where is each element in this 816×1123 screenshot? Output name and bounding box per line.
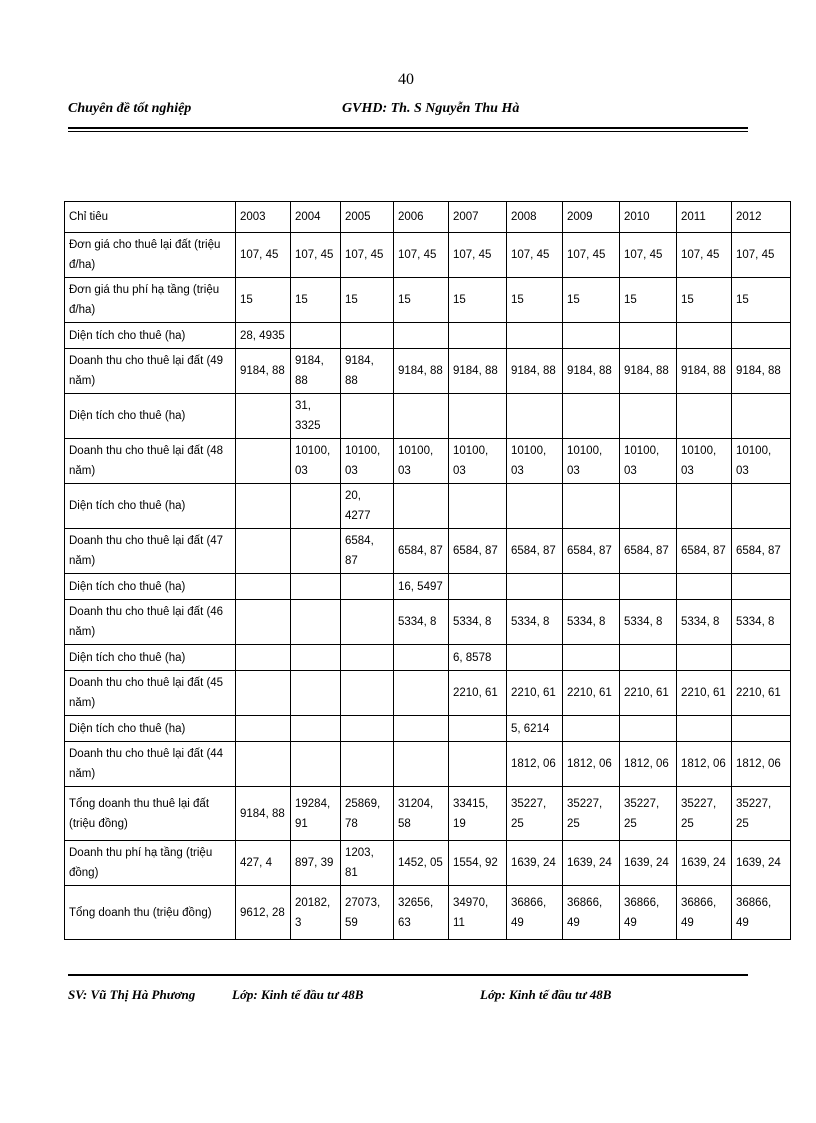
value-cell — [236, 484, 291, 529]
table-row — [65, 841, 791, 886]
value-cell: 6584, 87 — [394, 529, 449, 574]
header-supervisor: GVHD: Th. S Nguyễn Thu Hà — [342, 101, 520, 116]
row-label-cell: Diện tích cho thuê (ha) — [65, 645, 236, 671]
row-label-cell: Doanh thu phí hạ tầng (triệu đồng) — [65, 841, 236, 886]
value-cell: 9184, 88 — [620, 349, 677, 394]
table-row — [65, 645, 791, 671]
value-cell: 1812, 06 — [677, 742, 732, 787]
value-cell — [394, 394, 449, 439]
table-row — [65, 787, 791, 841]
header-cell-year: 2007 — [449, 202, 507, 233]
value-cell — [507, 323, 563, 349]
value-cell — [394, 742, 449, 787]
value-cell: 35227, 25 — [507, 787, 563, 841]
value-cell: 33415, 19 — [449, 787, 507, 841]
value-cell: 35227, 25 — [732, 787, 791, 841]
value-cell: 36866, 49 — [732, 886, 791, 940]
value-cell: 107, 45 — [732, 233, 791, 278]
row-label-cell: Doanh thu cho thuê lại đất (47 năm) — [65, 529, 236, 574]
value-cell — [394, 323, 449, 349]
value-cell: 15 — [620, 278, 677, 323]
header-cell-year: 2011 — [677, 202, 732, 233]
row-label-cell: Doanh thu cho thuê lại đất (49 năm) — [65, 349, 236, 394]
table-row — [65, 716, 791, 742]
value-cell — [732, 484, 791, 529]
table-body — [65, 233, 791, 940]
footer-class: Lớp: Kinh tế đầu tư 48B — [232, 987, 364, 1002]
table-row — [65, 671, 791, 716]
value-cell: 9184, 88 — [236, 787, 291, 841]
value-cell: 10100, 03 — [394, 439, 449, 484]
value-cell: 25869, 78 — [341, 787, 394, 841]
value-cell — [677, 323, 732, 349]
value-cell — [449, 323, 507, 349]
value-cell — [236, 742, 291, 787]
value-cell: 36866, 49 — [507, 886, 563, 940]
value-cell — [732, 716, 791, 742]
value-cell: 34970, 11 — [449, 886, 507, 940]
value-cell — [563, 394, 620, 439]
value-cell — [291, 742, 341, 787]
value-cell — [677, 645, 732, 671]
table-row — [65, 233, 791, 278]
value-cell: 1812, 06 — [620, 742, 677, 787]
value-cell — [394, 645, 449, 671]
row-label-cell: Diện tích cho thuê (ha) — [65, 394, 236, 439]
header-cell-year: 2005 — [341, 202, 394, 233]
value-cell — [341, 323, 394, 349]
value-cell: 15 — [563, 278, 620, 323]
value-cell — [236, 529, 291, 574]
value-cell: 15 — [291, 278, 341, 323]
value-cell: 35227, 25 — [677, 787, 732, 841]
table-row — [65, 886, 791, 940]
value-cell: 1554, 92 — [449, 841, 507, 886]
value-cell: 28, 4935 — [236, 323, 291, 349]
value-cell — [563, 484, 620, 529]
row-label-cell: Đơn giá cho thuê lại đất (triệu đ/ha) — [65, 233, 236, 278]
value-cell: 1639, 24 — [507, 841, 563, 886]
header-cell-year: 2004 — [291, 202, 341, 233]
value-cell: 6584, 87 — [341, 529, 394, 574]
row-label-cell: Diện tích cho thuê (ha) — [65, 716, 236, 742]
value-cell — [291, 529, 341, 574]
value-cell: 2210, 61 — [677, 671, 732, 716]
value-cell — [341, 671, 394, 716]
value-cell: 107, 45 — [449, 233, 507, 278]
page-number: 40 — [398, 71, 414, 88]
value-cell: 2210, 61 — [449, 671, 507, 716]
value-cell: 9184, 88 — [291, 349, 341, 394]
value-cell: 15 — [341, 278, 394, 323]
row-label-cell: Doanh thu cho thuê lại đất (45 năm) — [65, 671, 236, 716]
footer-rule — [68, 974, 748, 976]
value-cell: 107, 45 — [507, 233, 563, 278]
row-label-cell: Đơn giá thu phí hạ tầng (triệu đ/ha) — [65, 278, 236, 323]
value-cell: 2210, 61 — [732, 671, 791, 716]
value-cell — [341, 600, 394, 645]
header-cell-year: 2006 — [394, 202, 449, 233]
value-cell — [620, 394, 677, 439]
row-label-cell: Doanh thu cho thuê lại đất (46 năm) — [65, 600, 236, 645]
footer-student: SV: Vũ Thị Hà Phương — [68, 987, 196, 1002]
value-cell: 5, 6214 — [507, 716, 563, 742]
value-cell — [677, 394, 732, 439]
value-cell: 1639, 24 — [563, 841, 620, 886]
value-cell: 9184, 88 — [563, 349, 620, 394]
value-cell: 5334, 8 — [563, 600, 620, 645]
value-cell — [394, 716, 449, 742]
row-label-cell: Diện tích cho thuê (ha) — [65, 574, 236, 600]
value-cell — [291, 600, 341, 645]
value-cell: 5334, 8 — [677, 600, 732, 645]
header-rule-thin — [68, 131, 748, 132]
row-label-cell: Diện tích cho thuê (ha) — [65, 323, 236, 349]
value-cell — [620, 484, 677, 529]
value-cell: 15 — [449, 278, 507, 323]
value-cell — [620, 574, 677, 600]
value-cell — [449, 716, 507, 742]
value-cell: 897, 39 — [291, 841, 341, 886]
value-cell — [291, 484, 341, 529]
value-cell: 10100, 03 — [341, 439, 394, 484]
value-cell: 1452, 05 — [394, 841, 449, 886]
value-cell: 31, 3325 — [291, 394, 341, 439]
value-cell — [677, 484, 732, 529]
value-cell — [236, 439, 291, 484]
value-cell — [563, 323, 620, 349]
value-cell: 107, 45 — [620, 233, 677, 278]
value-cell — [236, 574, 291, 600]
value-cell: 15 — [732, 278, 791, 323]
value-cell: 35227, 25 — [620, 787, 677, 841]
value-cell: 20, 4277 — [341, 484, 394, 529]
value-cell: 9184, 88 — [341, 349, 394, 394]
value-cell — [563, 574, 620, 600]
table-row — [65, 394, 791, 439]
header-cell-year: 2010 — [620, 202, 677, 233]
value-cell: 6584, 87 — [677, 529, 732, 574]
value-cell — [236, 645, 291, 671]
value-cell — [620, 716, 677, 742]
value-cell — [341, 742, 394, 787]
value-cell: 5334, 8 — [620, 600, 677, 645]
value-cell — [236, 671, 291, 716]
value-cell — [732, 323, 791, 349]
value-cell — [507, 394, 563, 439]
value-cell — [677, 716, 732, 742]
value-cell — [620, 645, 677, 671]
value-cell: 1812, 06 — [563, 742, 620, 787]
value-cell: 6584, 87 — [563, 529, 620, 574]
table-row — [65, 323, 791, 349]
value-cell: 10100, 03 — [449, 439, 507, 484]
value-cell: 32656, 63 — [394, 886, 449, 940]
table-row — [65, 574, 791, 600]
value-cell: 1812, 06 — [507, 742, 563, 787]
value-cell: 15 — [236, 278, 291, 323]
value-cell: 10100, 03 — [620, 439, 677, 484]
value-cell — [732, 645, 791, 671]
value-cell: 36866, 49 — [677, 886, 732, 940]
value-cell: 16, 5497 — [394, 574, 449, 600]
value-cell — [341, 574, 394, 600]
table-row — [65, 349, 791, 394]
value-cell — [449, 742, 507, 787]
value-cell: 1639, 24 — [732, 841, 791, 886]
header-rule-thick — [68, 127, 748, 129]
value-cell — [563, 645, 620, 671]
value-cell — [341, 716, 394, 742]
value-cell — [341, 394, 394, 439]
table-row — [65, 439, 791, 484]
value-cell: 9612, 28 — [236, 886, 291, 940]
value-cell: 9184, 88 — [507, 349, 563, 394]
value-cell — [291, 574, 341, 600]
page-header — [68, 101, 748, 123]
value-cell: 15 — [507, 278, 563, 323]
table-row — [65, 742, 791, 787]
value-cell — [291, 645, 341, 671]
row-label-cell: Doanh thu cho thuê lại đất (44 năm) — [65, 742, 236, 787]
table-header-row — [65, 202, 791, 233]
value-cell — [394, 484, 449, 529]
value-cell: 6584, 87 — [620, 529, 677, 574]
value-cell — [449, 484, 507, 529]
value-cell — [620, 323, 677, 349]
value-cell — [507, 484, 563, 529]
header-document-title: Chuyên đề tốt nghiệp — [68, 101, 192, 116]
value-cell — [236, 600, 291, 645]
value-cell — [507, 574, 563, 600]
value-cell: 31204, 58 — [394, 787, 449, 841]
value-cell: 10100, 03 — [677, 439, 732, 484]
value-cell: 9184, 88 — [449, 349, 507, 394]
value-cell — [677, 574, 732, 600]
value-cell: 6584, 87 — [732, 529, 791, 574]
header-cell-year: 2012 — [732, 202, 791, 233]
value-cell: 107, 45 — [291, 233, 341, 278]
footer-class-repeat: Lớp: Kinh tế đầu tư 48B — [480, 987, 612, 1002]
value-cell: 107, 45 — [677, 233, 732, 278]
table-row — [65, 278, 791, 323]
value-cell: 427, 4 — [236, 841, 291, 886]
value-cell: 36866, 49 — [563, 886, 620, 940]
row-label-cell: Tổng doanh thu thuê lại đất (triệu đồng) — [65, 787, 236, 841]
value-cell: 10100, 03 — [507, 439, 563, 484]
value-cell — [732, 574, 791, 600]
value-cell: 2210, 61 — [563, 671, 620, 716]
value-cell — [449, 574, 507, 600]
value-cell: 5334, 8 — [507, 600, 563, 645]
value-cell: 2210, 61 — [620, 671, 677, 716]
value-cell — [291, 671, 341, 716]
value-cell: 20182, 3 — [291, 886, 341, 940]
value-cell: 10100, 03 — [732, 439, 791, 484]
value-cell: 15 — [394, 278, 449, 323]
value-cell: 27073, 59 — [341, 886, 394, 940]
table-row — [65, 529, 791, 574]
row-label-cell: Doanh thu cho thuê lại đất (48 năm) — [65, 439, 236, 484]
value-cell: 9184, 88 — [394, 349, 449, 394]
value-cell — [507, 645, 563, 671]
value-cell: 19284, 91 — [291, 787, 341, 841]
revenue-table — [64, 201, 791, 940]
value-cell: 6584, 87 — [449, 529, 507, 574]
value-cell: 5334, 8 — [732, 600, 791, 645]
value-cell: 15 — [677, 278, 732, 323]
value-cell — [732, 394, 791, 439]
value-cell — [291, 716, 341, 742]
value-cell: 6, 8578 — [449, 645, 507, 671]
value-cell: 107, 45 — [394, 233, 449, 278]
value-cell — [563, 716, 620, 742]
value-cell: 1639, 24 — [677, 841, 732, 886]
value-cell: 36866, 49 — [620, 886, 677, 940]
value-cell — [449, 394, 507, 439]
value-cell: 10100, 03 — [291, 439, 341, 484]
value-cell — [236, 394, 291, 439]
value-cell: 1203, 81 — [341, 841, 394, 886]
value-cell — [341, 645, 394, 671]
value-cell: 35227, 25 — [563, 787, 620, 841]
row-label-cell: Tổng doanh thu (triệu đồng) — [65, 886, 236, 940]
value-cell: 9184, 88 — [236, 349, 291, 394]
header-cell-year: 2009 — [563, 202, 620, 233]
value-cell: 5334, 8 — [449, 600, 507, 645]
value-cell: 9184, 88 — [677, 349, 732, 394]
table-row — [65, 600, 791, 645]
value-cell: 5334, 8 — [394, 600, 449, 645]
value-cell: 2210, 61 — [507, 671, 563, 716]
value-cell: 10100, 03 — [563, 439, 620, 484]
value-cell: 1639, 24 — [620, 841, 677, 886]
header-cell-year: 2008 — [507, 202, 563, 233]
row-label-cell: Diện tích cho thuê (ha) — [65, 484, 236, 529]
header-cell-year: 2003 — [236, 202, 291, 233]
value-cell: 107, 45 — [236, 233, 291, 278]
value-cell — [291, 323, 341, 349]
value-cell — [394, 671, 449, 716]
value-cell: 9184, 88 — [732, 349, 791, 394]
value-cell — [236, 716, 291, 742]
value-cell: 6584, 87 — [507, 529, 563, 574]
value-cell: 107, 45 — [341, 233, 394, 278]
header-cell-indicator: Chỉ tiêu — [65, 202, 236, 233]
value-cell: 1812, 06 — [732, 742, 791, 787]
table-row — [65, 484, 791, 529]
page-footer — [68, 987, 748, 1007]
value-cell: 107, 45 — [563, 233, 620, 278]
